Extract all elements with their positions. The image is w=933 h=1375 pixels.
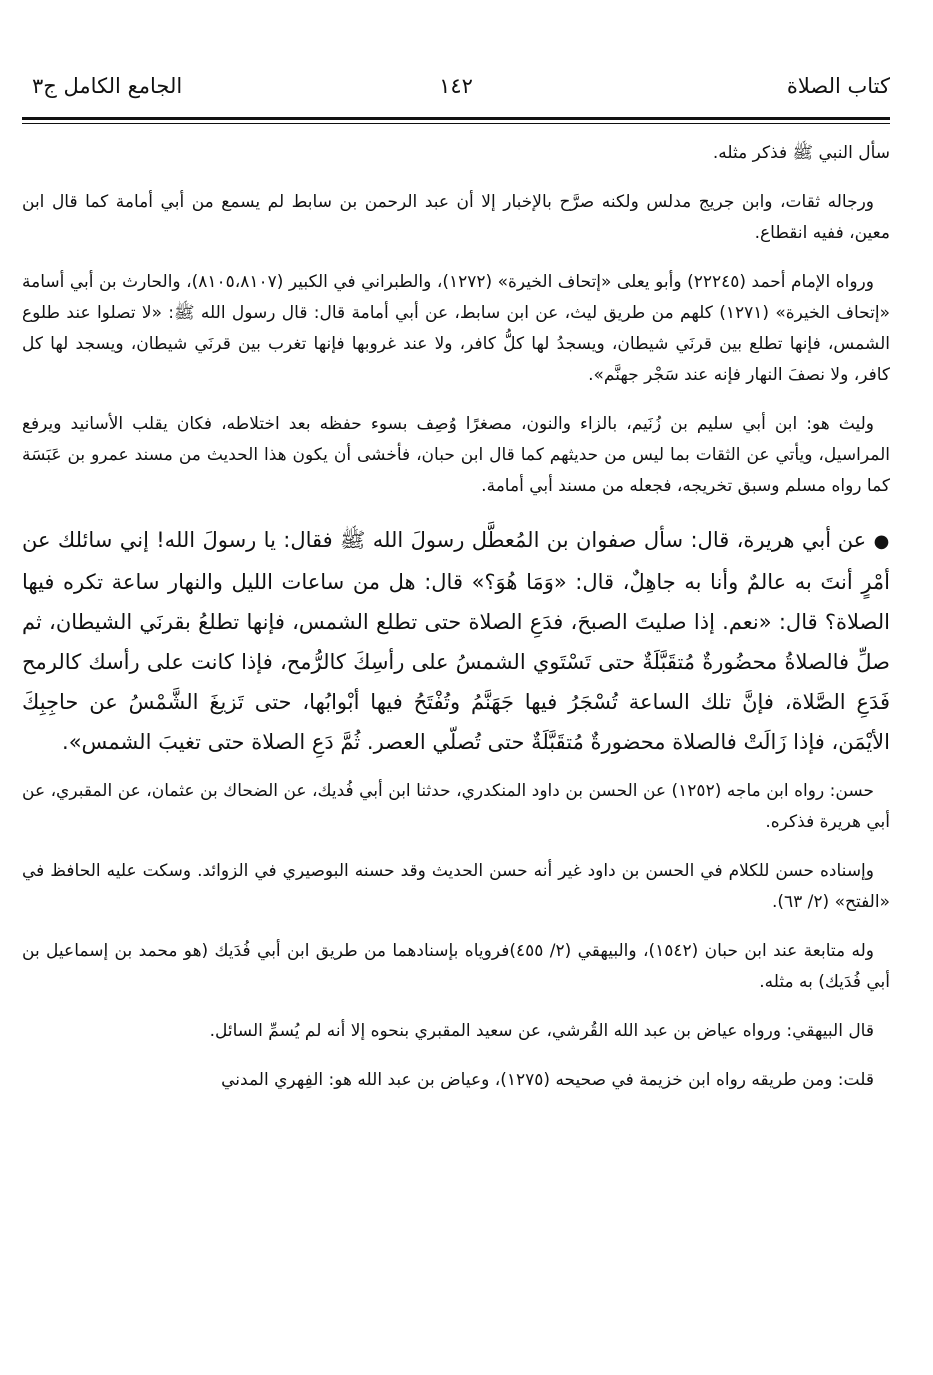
paragraph-ahmad-narration: ورواه الإمام أحمد (٢٢٢٤٥) وأبو يعلى «إتحاف الخيرة» (١٢٧٢)، والطبراني في الكبير (٨١٠٥،٨١٠٧)، والحارث بن أبي أسامة «إتحاف الخيرة» (١٢٧١) كلهم من طريق ليث، عن ابن سابط، عن أبي أمامة قال: قال رسول الله ﷺ: «لا تصلوا عند طلوع الشمس، فإنها تطلع بين قرنَي شيطان، ويسجدُ لها كلُّ كافر، ولا عند غروبها فإنها تغرب بين قرنَي شيطان، ويسجد لها كل كافر، ولا نصفَ النهار فإنه عند سَجْر جهنَّم». bbox=[22, 272, 890, 385]
book-page bbox=[22, 62, 890, 1090]
paragraph-qultu: قلت: ومن طريقه رواه ابن خزيمة في صحيحه (١٢٧٥)، وعياض بن عبد الله هو: الفِهري المدني bbox=[221, 1070, 874, 1090]
header-rule-thin bbox=[22, 123, 890, 124]
hadith-text: عن أبي هريرة، قال: سأل صفوان بن المُعطَّل رسولَ الله ﷺ فقال: يا رسولَ الله! إني سائلك عن أمْرٍ أنتَ به عالمٌ وأنا به جاهِلٌ، قال: «وَمَا هُوَ؟» قال: هل من ساعات الليل والنهار ساعة تكره فيها الصلاة؟ قال: «نعم. إذا صليتَ الصبحَ، فدَعِ الصلاة حتى تطلع الشمس، فإنها تطلعُ بقرنَي الشيطان، ثم صلِّ فالصلاةُ محضُورةٌ مُتقَبَّلَةٌ حتى تَسْتَوي الشمسُ على رأسِكَ كالرُّمح، فإذا كانت على رأسك كالرمح فَدَعِ الصَّلاة، فإنَّ تلك الساعة تُسْجَرُ فيها جَهَنَّمُ وتُفْتَحُ فيها أبْوابُها، حتى تَزيغَ الشَّمْسُ عن حاجِبِكَ الأيْمَن، فإذا زَالَتْ فالصلاة محضورةٌ مُتقَبَّلَةٌ حتى تُصلّي العصر. ثُمَّ دَعِ الصلاة حتى تغيبَ الشمس». bbox=[22, 528, 890, 754]
paragraph-layth: وليث هو: ابن أبي سليم بن زُنَيم، بالزاء والنون، مصغرًا وُصِف بسوء حفظه بعد اختلاطه، فكان يقلب الأسانيد ويرفع المراسيل، ويأتي عن الثقات بما ليس من حديثهم كما قال ابن حبان، فأخشى أن يكون هذا الحديث من مسند عمرو بن عَبَسَة كما رواه مسلم وسبق تخريجه، فجعله من مسند أبي أمامة. bbox=[22, 414, 890, 496]
paragraph-narrators: ورجاله ثقات، وابن جريج مدلس ولكنه صرَّح بالإخبار إلا أن عبد الرحمن بن سابط لم يسمع من أبي أمامة كما قال ابن معين، ففيه انقطاع. bbox=[22, 192, 890, 243]
book-title: الجامع الكامل ج٣ bbox=[32, 74, 183, 98]
paragraph-bayhaqi: قال البيهقي: ورواه عياض بن عبد الله القُرشي، عن سعيد المقبري بنحوه إلا أنه لم يُسمِّ السائل. bbox=[209, 1021, 874, 1041]
hadith-abu-hurayra bbox=[22, 520, 890, 762]
paragraph-mutabaa: وله متابعة عند ابن حبان (١٥٤٢)، والبيهقي (٢/ ٤٥٥)فروياه بإسنادهما من طريق ابن أبي فُدَيك (هو محمد بن إسماعيل بن أبي فُدَيك) به مثله. bbox=[22, 941, 890, 992]
page-body bbox=[22, 138, 890, 1114]
header-rule-thick bbox=[22, 117, 890, 120]
paragraph-hasan-grading: حسن: رواه ابن ماجه (١٢٥٢) عن الحسن بن داود المنكدري، حدثنا ابن أبي فُديك، عن الضحاك بن عثمان، عن المقبري، عن أبي هريرة فذكره. bbox=[22, 781, 890, 832]
bullet-icon: ● bbox=[873, 531, 890, 552]
chapter-title: كتاب الصلاة bbox=[786, 74, 890, 98]
paragraph-isnad: وإسناده حسن للكلام في الحسن بن داود غير أنه حسن الحديث وقد حسنه البوصيري في الزوائد. وسكت عليه الحافظ في «الفتح» (٢/ ٦٣). bbox=[22, 861, 890, 912]
page-header bbox=[22, 62, 890, 114]
page-number: ١٤٢ bbox=[439, 74, 473, 98]
paragraph-continuation: سأل النبي ﷺ فذكر مثله. bbox=[712, 143, 890, 163]
